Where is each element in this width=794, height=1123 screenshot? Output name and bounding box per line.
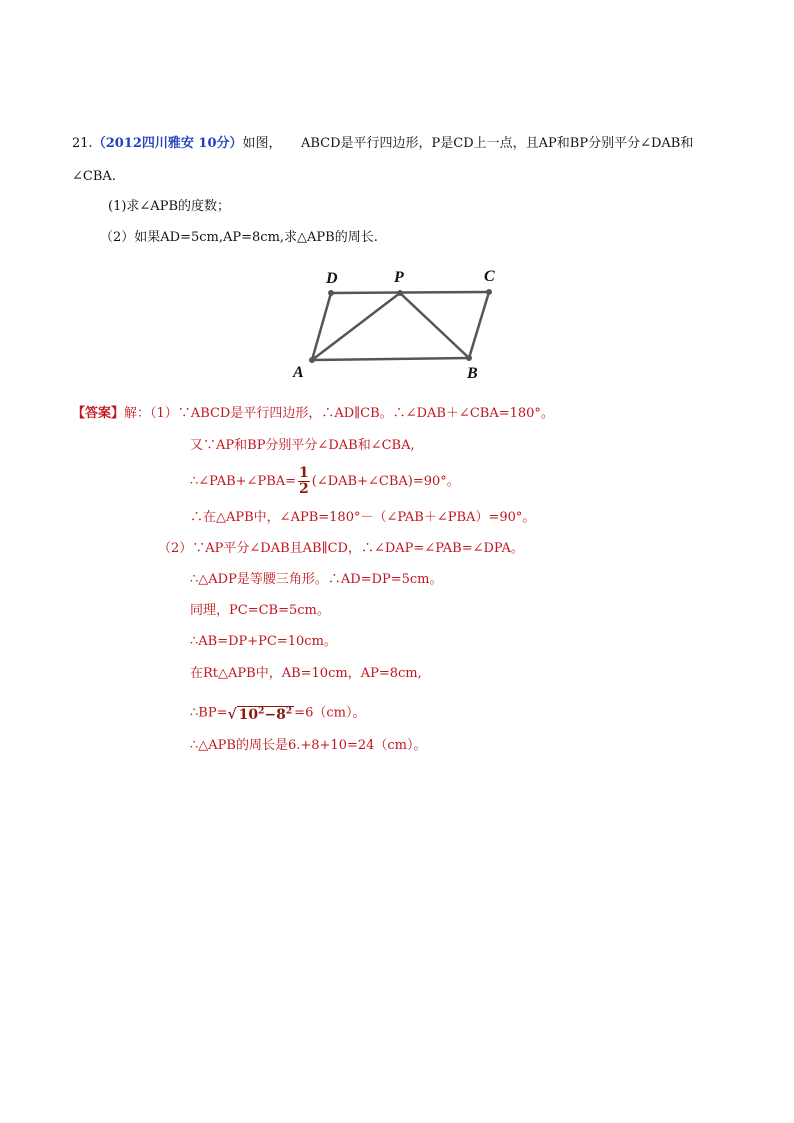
question-2: （2）如果AD=5cm,AP=8cm,求△APB的周长. <box>100 230 378 245</box>
sqrt-minus: − <box>264 706 277 723</box>
answer-p2-line4: ∴AB=DP+PC=10cm。 <box>190 634 337 649</box>
answer-p2-line6 <box>190 702 365 724</box>
point-P <box>397 290 403 296</box>
answer-p1-line4: ∴在△APB中，∠APB=180°－（∠PAB＋∠PBA）=90°。 <box>190 510 536 525</box>
segment-BP <box>400 293 469 358</box>
sqrt-exp-b: 2 <box>285 706 293 716</box>
segment-AP <box>312 293 400 360</box>
label-B: B <box>467 365 478 382</box>
answer-p2-line6-pre: ∴BP= <box>190 705 228 721</box>
square-root-expression: √ $10^2-8^2$ <box>227 706 293 723</box>
question-1: (1)求∠APB的度数； <box>108 199 230 214</box>
answer-line-1 <box>72 405 554 423</box>
answer-tag: 【答案】 <box>72 406 125 421</box>
problem-source: （2012四川雅安 10分） <box>92 136 243 151</box>
answer-p2-line7: ∴△APB的周长是6.+8+10=24（cm）。 <box>190 738 427 753</box>
point-C <box>486 289 492 295</box>
label-C: C <box>484 268 495 285</box>
sqrt-exp-a: 2 <box>258 706 265 716</box>
problem-line-1 <box>72 135 693 153</box>
sqrt-term-b: 8 <box>276 706 286 723</box>
label-P: P <box>394 269 404 286</box>
answer-p1-line3 <box>190 466 460 497</box>
answer-p1-line3-pre: ∴∠PAB+∠PBA= <box>190 474 297 489</box>
fraction-denominator: 2 <box>299 481 309 497</box>
side-AB <box>312 358 469 360</box>
answer-p2-line1: （2）∵AP平分∠DAB且AB∥CD，∴∠DAP=∠PAB=∠DPA。 <box>158 541 524 556</box>
point-A <box>309 357 315 363</box>
answer-p2-line2: ∴△ADP是等腰三角形。∴AD=DP=5cm。 <box>190 572 443 587</box>
sqrt-term-a: 10 <box>238 706 259 723</box>
answer-jie: 解： <box>124 406 151 421</box>
parallelogram-figure <box>290 264 510 384</box>
problem-line-2: ∠CBA. <box>72 169 116 184</box>
answer-p1-line2: 又∵AP和BP分别平分∠DAB和∠CBA, <box>190 438 415 453</box>
fraction-numerator: 1 <box>299 465 309 481</box>
answer-p2-line6-post: =6（cm）。 <box>294 705 366 721</box>
fraction-half <box>298 466 310 497</box>
label-D: D <box>326 270 338 287</box>
point-B <box>466 355 472 361</box>
answer-p2-line5: 在Rt△APB中，AB=10cm，AP=8cm, <box>190 666 422 681</box>
side-DC <box>331 292 489 293</box>
answer-p1-line3-post: (∠DAB+∠CBA)=90°。 <box>311 474 460 489</box>
problem-text-1: 如图， ABCD是平行四边形，P是CD上一点，且AP和BP分别平分∠DAB和 <box>242 136 694 151</box>
answer-p1-line1: （1）∵ABCD是平行四边形，∴AD∥CB。∴∠DAB＋∠CBA=180°。 <box>150 406 554 421</box>
point-D <box>328 290 334 296</box>
side-DA <box>312 293 331 360</box>
answer-p2-line3: 同理，PC=CB=5cm。 <box>190 603 330 618</box>
label-A: A <box>293 364 304 381</box>
side-CB <box>469 292 489 358</box>
problem-number: 21. <box>72 136 93 151</box>
